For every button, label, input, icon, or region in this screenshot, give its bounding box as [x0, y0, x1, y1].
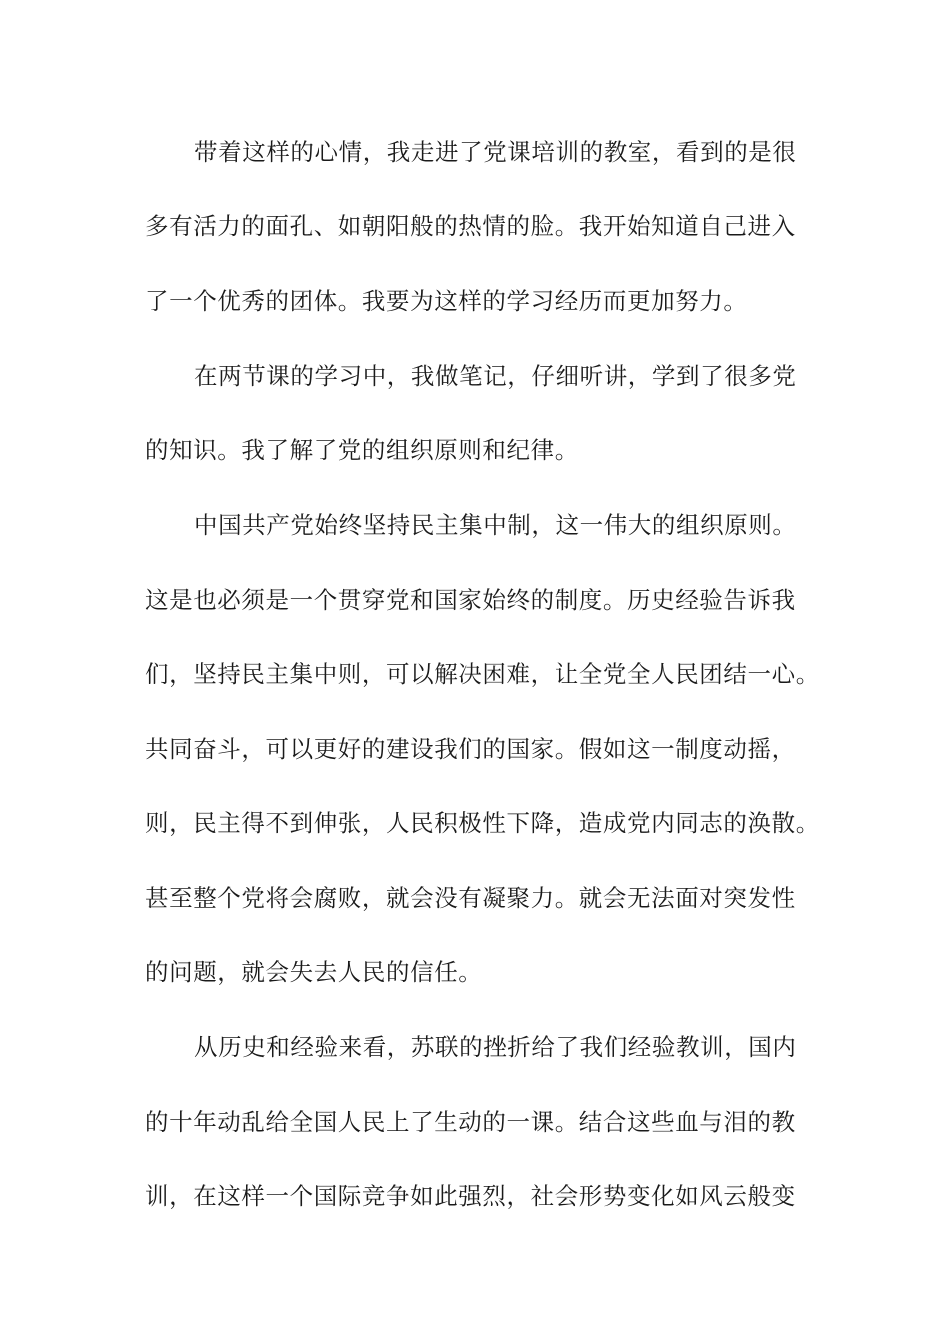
paragraph-1-line-2: 多有活力的面孔、如朝阳般的热情的脸。我开始知道自己进入 — [145, 212, 796, 240]
paragraph-1-line-1: 带着这样的心情，我走进了党课培训的教室，看到的是很 — [194, 138, 797, 166]
paragraph-4-line-1: 从历史和经验来看，苏联的挫折给了我们经验教训，国内 — [194, 1033, 797, 1061]
paragraph-3-line-4: 共同奋斗，可以更好的建设我们的国家。假如这一制度动摇， — [145, 735, 796, 763]
paragraph-4-line-3: 训，在这样一个国际竞争如此强烈，社会形势变化如风云般变 — [145, 1182, 796, 1210]
paragraph-2-line-1: 在两节课的学习中，我做笔记，仔细听讲，学到了很多党 — [194, 362, 797, 390]
paragraph-3-line-5: 则，民主得不到伸张，人民积极性下降，造成党内同志的涣散。 — [145, 809, 820, 837]
paragraph-3-line-3: 们，坚持民主集中则，可以解决困难，让全党全人民团结一心。 — [145, 660, 820, 688]
paragraph-2-line-2: 的知识。我了解了党的组织原则和纪律。 — [145, 436, 579, 464]
paragraph-3-line-7: 的问题，就会失去人民的信任。 — [145, 958, 483, 986]
paragraph-3-line-2: 这是也必须是一个贯穿党和国家始终的制度。历史经验告诉我 — [145, 586, 796, 614]
paragraph-1-line-3: 了一个优秀的团体。我要为这样的学习经历而更加努力。 — [145, 287, 748, 315]
paragraph-4-line-2: 的十年动乱给全国人民上了生动的一课。结合这些血与泪的教 — [145, 1108, 796, 1136]
paragraph-3-line-1: 中国共产党始终坚持民主集中制，这一伟大的组织原则。 — [194, 511, 797, 539]
paragraph-3-line-6: 甚至整个党将会腐败，就会没有凝聚力。就会无法面对突发性 — [145, 884, 796, 912]
